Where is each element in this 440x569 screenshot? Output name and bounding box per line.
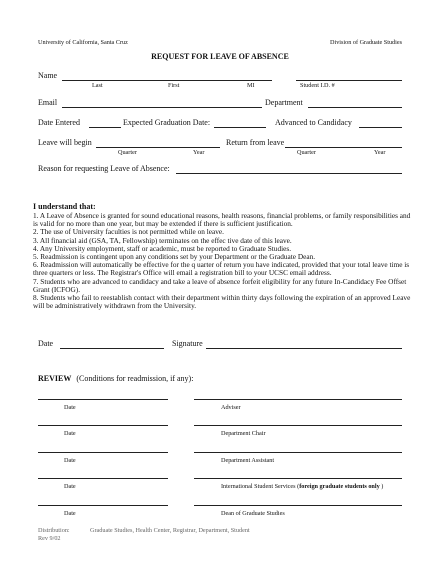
understand-list	[33, 212, 413, 310]
return-label: Return from leave	[226, 138, 285, 147]
list-item: 6. Readmission will automatically be effective for the q uarter of return you have indicated, provided that your total leave time is three quarters or less. The Registrar's Office will email a registration bill to your UCSC email address.	[33, 260, 410, 278]
signature-field[interactable]	[206, 348, 402, 349]
revision: Rev 9/02	[38, 535, 61, 542]
leave-begin-field[interactable]	[96, 147, 220, 148]
advanced-label: Advanced to Candidacy	[275, 118, 352, 127]
adviser-signature-line[interactable]	[194, 399, 402, 400]
distribution-label: Distribution:	[38, 527, 70, 534]
date-entered-field[interactable]	[89, 127, 121, 128]
list-item: 3. All financial aid (GSA, TA, Fellowship) terminates on the effec tive date of this leave.	[33, 235, 292, 245]
list-item: 5. Readmission is contingent upon any conditions set by your Department or the Graduate Dean.	[33, 252, 316, 262]
review-date-line[interactable]	[38, 505, 168, 506]
review-date-line[interactable]	[38, 478, 168, 479]
iss-signature-line[interactable]	[194, 478, 402, 479]
sign-date-field[interactable]	[60, 348, 164, 349]
dean-label: Dean of Graduate Studies	[221, 510, 285, 517]
review-date-label: Date	[64, 510, 76, 517]
return-quarter-label: Quarter	[297, 149, 316, 156]
list-item: 4. Any University employment, staff or academic, must be reported to Graduate Studies.	[33, 243, 292, 253]
date-entered-label: Date Entered	[38, 118, 80, 127]
last-label: Last	[92, 82, 103, 89]
reason-label: Reason for requesting Leave of Absence:	[38, 164, 170, 173]
review-conditions: (Conditions for readmission, if any):	[76, 374, 194, 383]
email-label: Email	[38, 98, 58, 107]
expected-grad-field[interactable]	[214, 127, 266, 128]
review-date-line[interactable]	[38, 399, 168, 400]
first-label: First	[168, 82, 180, 89]
list-item: 7. Students who are advanced to candidacy and take a leave of absence forfeit eligibility for any future In-Candidacy Fee Offset Grant (ICFOG).	[33, 276, 407, 294]
review-date-label: Date	[64, 404, 76, 411]
iss-bold-text: foreign graduate students only	[299, 483, 380, 490]
review-date-line[interactable]	[38, 452, 168, 453]
iss-text: International Student Services (	[221, 483, 300, 490]
student-id-field[interactable]	[296, 80, 402, 81]
adviser-label: Adviser	[221, 404, 241, 411]
department-assistant-label: Department Assistant	[221, 457, 275, 464]
review-title: REVIEW	[38, 374, 72, 383]
reason-field[interactable]	[176, 173, 402, 174]
review-heading	[38, 374, 193, 383]
name-label: Name	[38, 71, 58, 80]
page-title: REQUEST FOR LEAVE OF ABSENCE	[151, 52, 289, 61]
department-field[interactable]	[308, 107, 402, 108]
understand-heading: I understand that:	[33, 202, 96, 211]
distribution-list: Graduate Studies, Health Center, Registrar, Department, Student	[90, 527, 250, 534]
review-date-line[interactable]	[38, 425, 168, 426]
review-date-label: Date	[64, 430, 76, 437]
signature-label: Signature	[172, 339, 203, 348]
iss-tail-text: )	[379, 483, 384, 490]
review-date-label: Date	[64, 457, 76, 464]
list-item: 2. The use of University faculties is not permitted while on leave.	[33, 227, 224, 237]
sign-date-label: Date	[38, 339, 54, 348]
leave-year-label: Year	[193, 149, 205, 156]
dean-signature-line[interactable]	[194, 505, 402, 506]
division-name: Division of Graduate Studies	[330, 39, 403, 46]
assistant-signature-line[interactable]	[194, 452, 402, 453]
student-id-label: Student I.D. #	[300, 82, 335, 89]
department-chair-label: Department Chair	[221, 430, 266, 437]
expected-grad-label: Expected Graduation Date:	[123, 118, 211, 127]
leave-begin-label: Leave will begin	[38, 138, 92, 147]
return-year-label: Year	[374, 149, 386, 156]
department-label: Department	[265, 98, 303, 107]
review-date-label: Date	[64, 483, 76, 490]
list-item: 8. Students who fail to reestablish contact with their department within thirty days following the expiration of an approved Leave will be administratively withdrawn from the University.	[33, 293, 411, 311]
advanced-field[interactable]	[359, 127, 402, 128]
university-name: University of California, Santa Cruz	[38, 39, 128, 46]
return-field[interactable]	[285, 147, 402, 148]
chair-signature-line[interactable]	[194, 425, 402, 426]
name-field[interactable]	[62, 80, 272, 81]
email-field[interactable]	[62, 107, 262, 108]
mi-label: MI	[247, 82, 255, 89]
leave-quarter-label: Quarter	[118, 149, 137, 156]
list-item: 1. A Leave of Absence is granted for sound educational reasons, health reasons, financial problems, or family responsibilities and is valid for no more than one year, but may be extended if there is sufficient justification.	[33, 211, 411, 229]
international-student-services-label	[221, 483, 383, 490]
